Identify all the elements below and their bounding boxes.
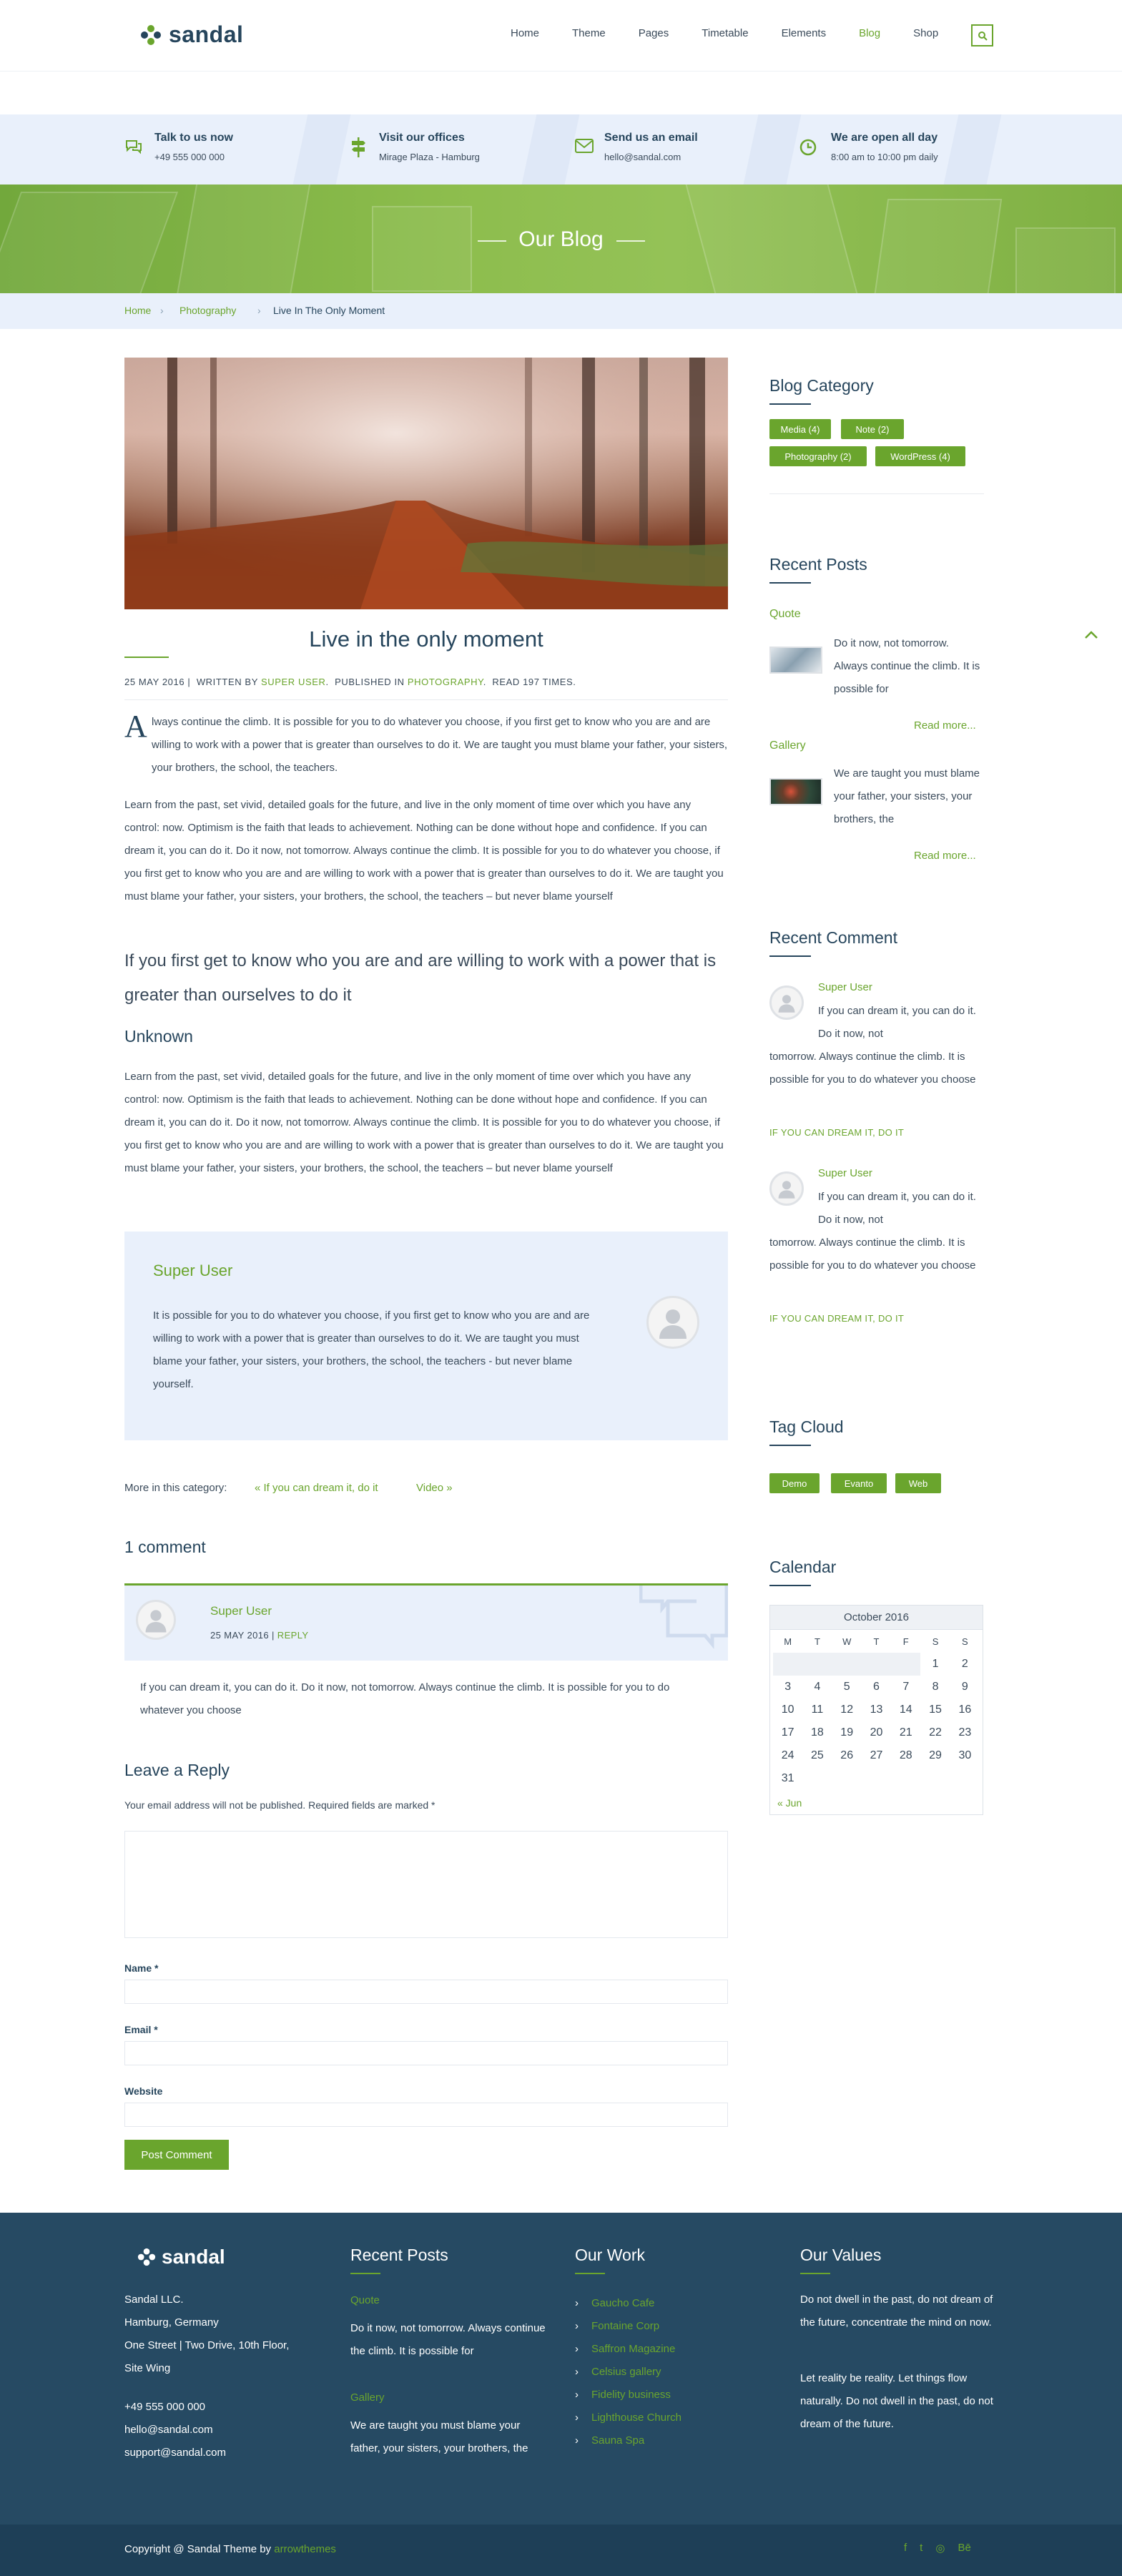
- clock-icon: [799, 139, 817, 156]
- breadcrumb-separator-icon: ›: [160, 305, 164, 316]
- calendar-blank: [773, 1653, 802, 1676]
- comment-text: If you can dream it, you can do it. Do it now, not tomorrow. Always continue the climb. It is possible for you to do whatever you choose: [140, 1681, 670, 1716]
- recent-comment-text-rest: tomorrow. Always continue the climb. It is possible for you to do whatever you choose: [769, 1237, 976, 1272]
- footer-values-title: Our Values: [800, 2246, 882, 2264]
- chevron-right-icon: ›: [575, 2434, 579, 2447]
- footer-work-label: Saffron Magazine: [591, 2343, 676, 2355]
- comment-author[interactable]: Super User: [210, 1604, 272, 1618]
- calendar-day[interactable]: 26: [840, 1749, 854, 1761]
- calendar-blank: [802, 1653, 832, 1676]
- category-note[interactable]: Note (2): [841, 419, 904, 439]
- nav-item-timetable[interactable]: Timetable: [702, 27, 749, 39]
- calendar-day[interactable]: 25: [811, 1749, 824, 1761]
- read-more-link[interactable]: Read more...: [914, 719, 976, 732]
- post-paragraph-1: Learn from the past, set vivid, detailed goals for the future, and live in the only moment of time over which you have any control: now. Optimism is the faith that leads to achievement. Nothing can be done without hope and confidence. If you can dream it, you can do it. Do it now, not tomorrow. Always continue the climb. It is possible for you to do whatever you choose, if you first get to know who you are and are willing to work with a power that is greater than ourselves to do it. We are taught you must blame your father, your sisters, your brothers, the school, the teachers – but never blame yourself: [124, 799, 724, 903]
- category-photography[interactable]: Photography (2): [769, 446, 867, 466]
- calendar-prev-link[interactable]: « Jun: [777, 1797, 802, 1809]
- info-email: [604, 132, 698, 162]
- tag-evanto[interactable]: Evanto: [831, 1473, 887, 1493]
- footer-recent-type[interactable]: Quote: [350, 2294, 380, 2306]
- footer-brand-name: sandal: [162, 2246, 225, 2268]
- chevron-right-icon: ›: [575, 2343, 579, 2355]
- chevron-right-icon: ›: [575, 2366, 579, 2378]
- meta-divider: [124, 699, 728, 700]
- footer-work-label: Lighthouse Church: [591, 2412, 681, 2424]
- next-post-link[interactable]: Video »: [416, 1482, 453, 1494]
- dribbble-icon[interactable]: ◎: [935, 2542, 945, 2555]
- post-intro: lways continue the climb. It is possible for you to do whatever you choose, if you first get to know who you are and are willing to work with a power that is greater than ourselves to do it. We are taught you must blame your father, your sisters, your brothers, the school, the teachers.: [152, 716, 728, 774]
- calendar-day[interactable]: 13: [870, 1704, 883, 1716]
- forest-path-image: [124, 358, 728, 609]
- comment-date: 25 MAY 2016: [210, 1630, 269, 1641]
- calendar-day[interactable]: 2: [961, 1658, 968, 1670]
- breadcrumb-category[interactable]: Photography: [179, 305, 237, 316]
- calendar-day[interactable]: 5: [843, 1681, 850, 1693]
- footer-phone[interactable]: +49 555 000 000: [124, 2401, 206, 2413]
- footer-address-line: Site Wing: [124, 2362, 171, 2374]
- breadcrumb-home[interactable]: Home: [124, 305, 152, 316]
- info-phone-value[interactable]: +49 555 000 000: [154, 152, 225, 162]
- comment-item: [124, 1583, 728, 1661]
- calendar-day[interactable]: 15: [929, 1704, 942, 1716]
- calendar-blank: [862, 1653, 891, 1676]
- info-email-title: Send us an email: [604, 132, 698, 144]
- calendar-day[interactable]: 3: [784, 1681, 792, 1693]
- calendar-day[interactable]: 14: [899, 1704, 912, 1716]
- post-author-link[interactable]: SUPER USER: [260, 677, 326, 687]
- footer-address-line: Hamburg, Germany: [124, 2316, 219, 2329]
- recent-post-thumbnail[interactable]: [769, 778, 822, 805]
- search-button[interactable]: [971, 24, 993, 46]
- footer-recent-excerpt: Do it now, not tomorrow. Always continue the climb. It is possible for: [350, 2322, 546, 2357]
- search-icon: [978, 31, 988, 41]
- copyright-text: Copyright @ Sandal Theme by: [124, 2543, 272, 2555]
- footer-support-email[interactable]: support@sandal.com: [124, 2447, 226, 2459]
- footer-work-title: Our Work: [575, 2246, 645, 2264]
- website-input[interactable]: [124, 2103, 728, 2127]
- calendar-day[interactable]: 17: [781, 1726, 794, 1739]
- comments-count: 1 comment: [124, 1538, 206, 1556]
- footer-work-label: Gaucho Cafe: [591, 2297, 655, 2309]
- nav-item-pages[interactable]: Pages: [638, 27, 669, 39]
- copyright-link[interactable]: arrowthemes: [274, 2543, 336, 2555]
- calendar-weekday: F: [902, 1636, 909, 1647]
- calendar-day[interactable]: 11: [811, 1704, 824, 1716]
- email-label: Email *: [124, 2024, 158, 2035]
- calendar-day[interactable]: 9: [961, 1681, 968, 1693]
- page-title: Our Blog: [518, 227, 604, 251]
- main-nav: [511, 27, 971, 39]
- comment-avatar: [769, 1171, 804, 1206]
- more-in-category: [124, 1482, 227, 1494]
- calendar-day[interactable]: 12: [840, 1704, 854, 1716]
- footer-work-item[interactable]: [575, 2320, 659, 2332]
- title-underline: [575, 2273, 605, 2274]
- site-footer: [0, 2213, 1122, 2525]
- footer-work-item[interactable]: [575, 2343, 675, 2355]
- footer-work-item[interactable]: [575, 2412, 681, 2424]
- drop-cap: A: [124, 709, 147, 744]
- title-underline: [769, 955, 811, 957]
- footer-bottom-bar: [0, 2525, 1122, 2576]
- title-underline: [769, 1585, 811, 1586]
- footer-recent-title: Recent Posts: [350, 2246, 448, 2264]
- calendar-day[interactable]: 24: [781, 1749, 794, 1761]
- author-box: [124, 1232, 728, 1440]
- calendar-day[interactable]: 22: [929, 1726, 942, 1739]
- calendar-grid: [770, 1630, 983, 1790]
- post-meta: 25 MAY 2016 | WRITTEN BY SUPER USER. PUBLISHED IN PHOTOGRAPHY. READ 197 TIMES.: [124, 677, 576, 687]
- post-featured-image: [124, 358, 728, 609]
- calendar-day[interactable]: 19: [840, 1726, 854, 1739]
- recent-comment-text-start: If you can dream it, you can do it. Do it now, not: [818, 1191, 976, 1226]
- calendar-weekday: M: [784, 1636, 792, 1647]
- user-silhouette-icon: [142, 1606, 169, 1633]
- footer-recent-type[interactable]: Gallery: [350, 2391, 385, 2404]
- chevron-right-icon: ›: [575, 2297, 579, 2309]
- nav-item-home[interactable]: Home: [511, 27, 540, 39]
- recent-post-excerpt: We are taught you must blame your father, your sisters, your brothers, the: [834, 767, 980, 825]
- recent-comment-title: Recent Comment: [769, 928, 897, 947]
- name-input[interactable]: [124, 1980, 728, 2004]
- calendar-weekday: T: [873, 1636, 880, 1647]
- chevron-right-icon: ›: [575, 2320, 579, 2332]
- site-header: [0, 0, 1122, 72]
- site-logo[interactable]: [140, 21, 243, 48]
- title-underline: [124, 657, 169, 658]
- breadcrumb: [0, 293, 1122, 329]
- brand-name: sandal: [169, 21, 244, 47]
- calendar-widget: [769, 1605, 983, 1815]
- recent-post-type-gallery[interactable]: Gallery: [769, 739, 806, 752]
- recent-comment-post-link[interactable]: IF YOU CAN DREAM IT, DO IT: [769, 1127, 905, 1138]
- calendar-day[interactable]: 4: [814, 1681, 821, 1693]
- email-input[interactable]: [124, 2041, 728, 2065]
- logo-mark-icon: [137, 2248, 156, 2266]
- info-hours-value: 8:00 am to 10:00 pm daily: [831, 152, 938, 162]
- website-label: Website: [124, 2085, 163, 2097]
- calendar-day[interactable]: 16: [958, 1704, 972, 1716]
- title-underline: [769, 1445, 811, 1446]
- page-banner: [0, 185, 1122, 293]
- info-email-value[interactable]: hello@sandal.com: [604, 152, 681, 162]
- comment-avatar: [136, 1600, 176, 1640]
- footer-email[interactable]: hello@sandal.com: [124, 2424, 213, 2436]
- calendar-blank: [891, 1653, 920, 1676]
- read-more-link[interactable]: Read more...: [914, 850, 976, 862]
- info-office-value: Mirage Plaza - Hamburg: [379, 152, 480, 162]
- tag-cloud-title: Tag Cloud: [769, 1417, 844, 1436]
- chevron-right-icon: ›: [575, 2412, 579, 2424]
- copyright: [124, 2543, 336, 2555]
- footer-recent-excerpt: We are taught you must blame your father, your sisters, your brothers, the: [350, 2419, 528, 2454]
- comment-textarea[interactable]: [124, 1831, 728, 1938]
- breadcrumb-current: Live In The Only Moment: [273, 305, 385, 316]
- post-published-in: PUBLISHED IN: [335, 677, 405, 687]
- comment-avatar: [769, 985, 804, 1020]
- post-category-link[interactable]: PHOTOGRAPHY: [407, 677, 483, 687]
- footer-address-line: Sandal LLC.: [124, 2294, 184, 2306]
- footer-work-label: Sauna Spa: [591, 2434, 645, 2447]
- calendar-day[interactable]: 21: [899, 1726, 912, 1739]
- blog-category-title: Blog Category: [769, 376, 874, 395]
- info-phone-title: Talk to us now: [154, 132, 233, 144]
- user-silhouette-icon: [655, 1304, 691, 1340]
- calendar-weekday: S: [962, 1636, 968, 1647]
- calendar-day[interactable]: 7: [902, 1681, 910, 1693]
- post-title: Live in the only moment: [309, 626, 543, 652]
- chevron-up-icon[interactable]: [1084, 631, 1098, 639]
- post-pullquote: If you first get to know who you are and are willing to work with a power that is greater than ourselves to do it: [124, 951, 717, 1005]
- footer-logo[interactable]: [137, 2246, 225, 2268]
- twitter-icon[interactable]: t: [920, 2542, 923, 2554]
- prev-post-link[interactable]: « If you can dream it, do it: [255, 1482, 378, 1494]
- category-media[interactable]: Media (4): [769, 419, 831, 439]
- footer-value-text: Do not dwell in the past, do not dream of the future, concentrate the mind on now.: [800, 2294, 993, 2329]
- info-office: [379, 132, 480, 162]
- recent-comment-text-start: If you can dream it, you can do it. Do it now, not: [818, 1005, 976, 1040]
- calendar-day[interactable]: 27: [870, 1749, 883, 1761]
- calendar-weekday: T: [814, 1636, 820, 1647]
- calendar-day[interactable]: 23: [958, 1726, 972, 1739]
- signpost-icon: [350, 137, 366, 157]
- facebook-icon[interactable]: f: [904, 2542, 907, 2554]
- nav-item-theme[interactable]: Theme: [572, 27, 606, 39]
- post-written-by: WRITTEN BY: [196, 677, 258, 687]
- tag-demo[interactable]: Demo: [769, 1473, 820, 1493]
- chevron-right-icon: ›: [575, 2389, 579, 2401]
- calendar-month: October 2016: [770, 1606, 983, 1630]
- info-hours-title: We are open all day: [831, 132, 938, 144]
- calendar-day[interactable]: 29: [929, 1749, 942, 1761]
- info-phone: [154, 132, 233, 162]
- calendar-day[interactable]: 31: [781, 1772, 794, 1784]
- footer-value-text: Let reality be reality. Let things flow naturally. Do not dwell in the past, do not dream of the future.: [800, 2372, 993, 2430]
- info-office-title: Visit our offices: [379, 132, 465, 144]
- footer-work-item[interactable]: [575, 2297, 654, 2309]
- recent-comment-author[interactable]: Super User: [818, 981, 872, 993]
- calendar-weekday: W: [842, 1636, 852, 1647]
- post-paragraph-2: Learn from the past, set vivid, detailed goals for the future, and live in the only moment of time over which you have any control: now. Optimism is the faith that leads to achievement. Nothing can be done without hope and confidence. If you can dream it, you can do it. Do it now, not tomorrow. Always continue the climb. It is possible for you to do whatever you choose, if you first get to know who you are and are willing to work with a power that is greater than ourselves to do it. We are taught you must blame your father, your sisters, your brothers, the school, the teachers – but never blame yourself: [124, 1071, 724, 1174]
- breadcrumb-separator-icon: ›: [257, 305, 261, 316]
- more-label: More in this category:: [124, 1482, 227, 1494]
- author-box-bio: It is possible for you to do whatever you choose, if you first get to know who you are and are willing to work with a power that is greater than ourselves to do it. We are taught you must blame your father, your sisters, your brothers, the school, the teachers - but never blame yourself.: [153, 1309, 590, 1390]
- post-subheading: Unknown: [124, 1027, 193, 1046]
- title-underline: [769, 582, 811, 584]
- recent-post-type-quote[interactable]: Quote: [769, 608, 801, 620]
- calendar-day[interactable]: 6: [873, 1681, 880, 1693]
- recent-posts-title: Recent Posts: [769, 555, 867, 574]
- comment-meta: 25 MAY 2016 | REPLY: [210, 1630, 309, 1641]
- recent-comment-post-link[interactable]: IF YOU CAN DREAM IT, DO IT: [769, 1313, 905, 1324]
- calendar-day[interactable]: 20: [870, 1726, 883, 1739]
- footer-work-label: Fidelity business: [591, 2389, 671, 2401]
- calendar-day[interactable]: 28: [899, 1749, 912, 1761]
- contact-info-strip: [0, 114, 1122, 185]
- footer-work-label: Fontaine Corp: [591, 2320, 660, 2332]
- behance-icon[interactable]: Bē: [958, 2542, 971, 2554]
- author-box-name[interactable]: Super User: [153, 1262, 233, 1279]
- calendar-day[interactable]: 18: [811, 1726, 824, 1739]
- title-underline: [800, 2273, 830, 2274]
- post-intro-first-line: [152, 711, 728, 780]
- social-links: [904, 2542, 971, 2555]
- calendar-day[interactable]: 8: [932, 1681, 939, 1693]
- logo-mark-icon: [140, 24, 162, 46]
- recent-comment-text-rest: tomorrow. Always continue the climb. It is possible for you to do whatever you choose: [769, 1051, 976, 1086]
- comment-bubble-decoration-icon: [639, 1586, 728, 1650]
- calendar-day[interactable]: 10: [781, 1704, 794, 1716]
- recent-comment-author[interactable]: Super User: [818, 1167, 872, 1179]
- recent-post-thumbnail[interactable]: [769, 647, 822, 674]
- calendar-weekday: S: [932, 1636, 939, 1647]
- author-avatar: [646, 1296, 699, 1349]
- footer-work-label: Celsius gallery: [591, 2366, 661, 2378]
- calendar-blank: [832, 1653, 862, 1676]
- sidebar-divider: [769, 493, 984, 494]
- reply-title: Leave a Reply: [124, 1761, 230, 1779]
- tag-web[interactable]: Web: [895, 1473, 941, 1493]
- calendar-day[interactable]: 30: [958, 1749, 972, 1761]
- mail-icon: [575, 139, 594, 153]
- calendar-day[interactable]: 1: [932, 1658, 939, 1670]
- name-label: Name *: [124, 1962, 159, 1974]
- footer-work-item[interactable]: [575, 2389, 671, 2401]
- category-wordpress[interactable]: WordPress (4): [875, 446, 965, 466]
- info-hours: [831, 132, 938, 162]
- calendar-title: Calendar: [769, 1558, 837, 1576]
- comment-reply-link[interactable]: REPLY: [277, 1630, 309, 1641]
- title-underline: [350, 2273, 380, 2274]
- footer-work-item[interactable]: [575, 2366, 661, 2378]
- post-comment-button[interactable]: Post Comment: [124, 2140, 229, 2170]
- chat-icon: [124, 139, 143, 154]
- footer-work-item[interactable]: [575, 2434, 644, 2447]
- nav-item-blog[interactable]: Blog: [859, 27, 881, 39]
- recent-post-excerpt: Do it now, not tomorrow. Always continue the climb. It is possible for: [834, 637, 980, 695]
- user-silhouette-icon: [776, 1178, 797, 1199]
- footer-address-line: One Street | Two Drive, 10th Floor,: [124, 2339, 290, 2351]
- user-silhouette-icon: [776, 992, 797, 1013]
- nav-item-shop[interactable]: Shop: [913, 27, 939, 39]
- nav-item-elements[interactable]: Elements: [781, 27, 827, 39]
- title-underline: [769, 403, 811, 405]
- post-date: 25 MAY 2016: [124, 677, 185, 687]
- reply-note: Your email address will not be published. Required fields are marked *: [124, 1799, 435, 1811]
- post-read-count: READ 197 TIMES.: [492, 677, 576, 687]
